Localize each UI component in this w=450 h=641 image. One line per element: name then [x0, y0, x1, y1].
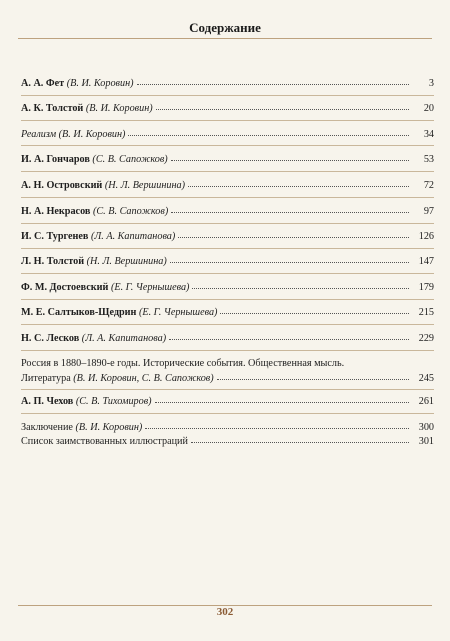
entry-author: И. С. Тургенев	[21, 231, 89, 242]
toc-entry[interactable]	[21, 280, 434, 295]
entry-author: А. Н. Островский	[21, 180, 103, 191]
entry-editor: (Е. Г. Чернышева)	[110, 282, 190, 293]
entry-author: Л. Н. Толстой	[21, 256, 85, 267]
entry-page: 53	[423, 154, 434, 165]
leader-dots	[155, 393, 409, 403]
entry-title-line1: Россия в 1880–1890-е годы. Исторические события. Общественная мысль.	[21, 358, 345, 369]
leader-dots	[137, 75, 409, 85]
page-title: Содержание	[189, 20, 261, 35]
separator	[21, 273, 434, 274]
leader-dots	[191, 433, 409, 443]
separator	[21, 223, 434, 224]
separator	[21, 95, 434, 96]
entry-page: 245	[418, 372, 434, 384]
entry-editor: (С. В. Сапожков)	[92, 154, 168, 165]
entry-author: И. А. Гончаров	[21, 154, 90, 165]
toc-entry[interactable]	[21, 229, 434, 244]
leader-dots	[171, 151, 409, 161]
toc-entry[interactable]	[21, 394, 434, 409]
entry-editor: (В. И. Коровин, С. В. Сапожков)	[73, 372, 214, 384]
toc-entry[interactable]	[21, 178, 434, 193]
entry-editor: (Е. Г. Чернышева)	[138, 307, 218, 318]
page-number: 302	[216, 606, 234, 618]
entry-author: Ф. М. Достоевский	[21, 282, 109, 293]
entry-page: 3	[428, 78, 434, 89]
entry-page: 126	[418, 231, 434, 242]
entry-author: Н. А. Некрасов	[21, 206, 91, 217]
separator	[21, 413, 434, 414]
leader-dots	[156, 100, 409, 110]
separator	[21, 171, 434, 172]
separator	[21, 389, 434, 390]
entry-editor: (В. И. Коровин)	[85, 103, 153, 114]
top-rule	[18, 38, 432, 39]
toc-entry[interactable]	[21, 152, 434, 167]
entry-title: Заключение	[21, 422, 73, 433]
entry-author: М. Е. Салтыков-Щедрин	[21, 307, 137, 318]
leader-dots	[220, 304, 409, 314]
entry-page: 300	[418, 422, 434, 433]
entry-author: А. П. Чехов	[21, 396, 74, 407]
entry-title: Список заимствованных иллюстраций	[21, 436, 188, 447]
leader-dots	[178, 228, 409, 238]
entry-title-line2: Литература	[21, 372, 71, 384]
toc-entry[interactable]	[21, 101, 434, 116]
entry-page: 301	[418, 436, 434, 447]
entry-author: Н. С. Лесков	[21, 333, 80, 344]
toc-entry[interactable]	[21, 357, 434, 385]
entry-editor: (С. В. Сапожков)	[92, 206, 169, 217]
entry-editor: (В. И. Коровин)	[58, 129, 126, 140]
separator	[21, 350, 434, 351]
toc-entry[interactable]	[21, 434, 434, 449]
entry-editor: (Л. А. Капитанова)	[81, 333, 167, 344]
separator	[21, 197, 434, 198]
leader-dots	[170, 253, 409, 263]
entry-topic: Реализм	[21, 129, 57, 140]
entry-author: А. А. Фет	[21, 78, 65, 89]
leader-dots	[171, 203, 409, 213]
entry-editor: (Н. Л. Вершинина)	[104, 180, 186, 191]
separator	[21, 324, 434, 325]
toc-entry[interactable]	[21, 76, 434, 91]
leader-dots	[128, 126, 409, 136]
entry-page: 147	[418, 256, 434, 267]
entry-editor: (В. И. Коровин)	[75, 422, 143, 433]
leader-dots	[217, 370, 409, 380]
toc-entry[interactable]	[21, 331, 434, 346]
toc-entry[interactable]	[21, 254, 434, 269]
entry-page: 229	[418, 333, 434, 344]
entry-editor: (Н. Л. Вершинина)	[86, 256, 167, 267]
toc-entry[interactable]	[21, 204, 434, 219]
entry-page: 72	[423, 180, 434, 191]
leader-dots	[192, 279, 409, 289]
separator	[21, 299, 434, 300]
entry-page: 215	[418, 307, 434, 318]
entry-author: А. К. Толстой	[21, 103, 84, 114]
entry-page: 261	[418, 396, 434, 407]
leader-dots	[145, 419, 409, 429]
separator	[21, 248, 434, 249]
separator	[21, 120, 434, 121]
entry-page: 97	[423, 206, 434, 217]
separator	[21, 145, 434, 146]
toc-entry[interactable]	[21, 127, 434, 142]
entry-editor: (Л. А. Капитанова)	[90, 231, 176, 242]
entry-page: 20	[423, 103, 434, 114]
entry-page: 34	[423, 129, 434, 140]
entry-page: 179	[418, 282, 434, 293]
entry-editor: (В. И. Коровин)	[66, 78, 134, 89]
leader-dots	[169, 330, 409, 340]
toc-entry[interactable]	[21, 305, 434, 320]
entry-editor: (С. В. Тихомиров)	[75, 396, 152, 407]
leader-dots	[188, 177, 409, 187]
